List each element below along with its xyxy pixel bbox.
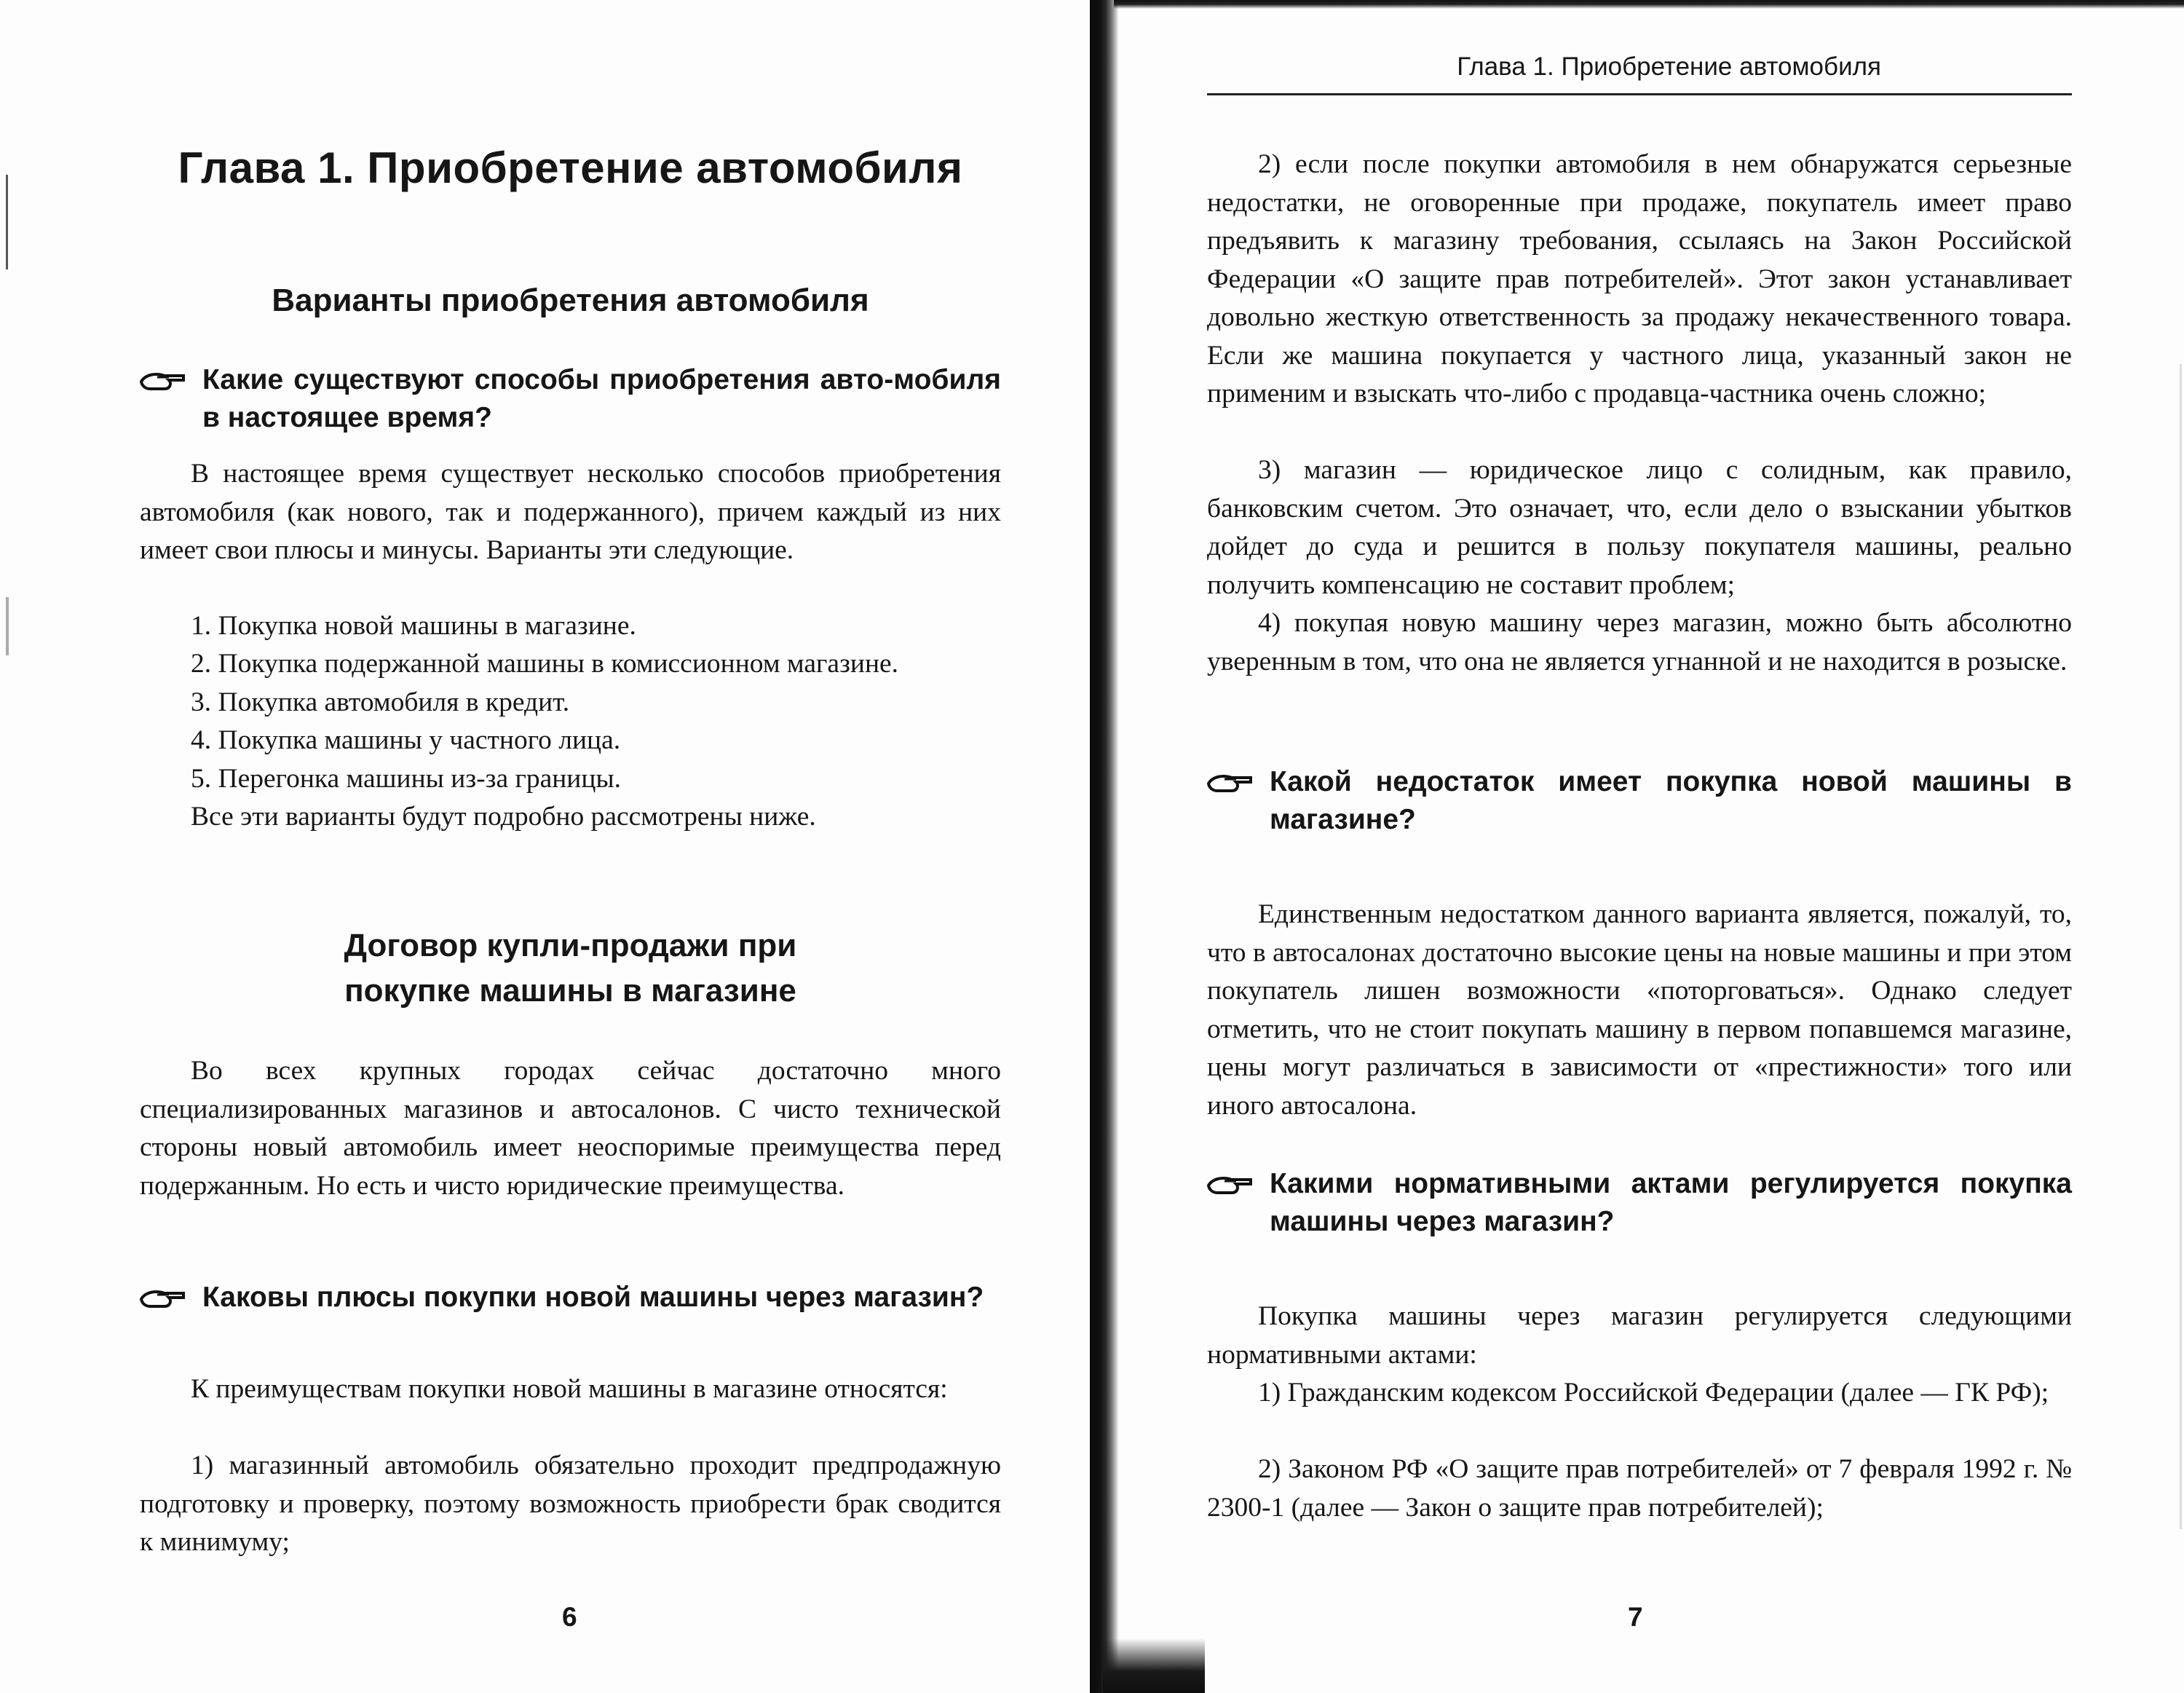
section-title: Варианты приобретения автомобиля — [272, 283, 869, 318]
question-text: Какие существуют способы приобретения авто-мобиля в настоящее время? — [202, 364, 1001, 433]
chapter-title: Глава 1. Приобретение автомобиля — [178, 143, 963, 192]
list-item: 1. Покупка новой машины в магазине. — [191, 611, 636, 641]
paragraph-text: 3) магазин — юридическое лицо с солидным, как правило, банковским счетом. Это означает, что, если дело о взыскании убытков дойдет до суда и решится в пользу покупателя машины, реально получить компенсацию не составит проблем; — [1207, 455, 2072, 600]
list-item: 4. Покупка машины у частного лица. — [191, 725, 621, 755]
question-text: Какими нормативными актами регулируется покупка машины через магазин? — [1270, 1168, 2072, 1237]
paragraph — [140, 1052, 1001, 1205]
paragraph-text: Покупка машины через магазин регулируется следующими нормативными актами: — [1207, 1301, 2072, 1370]
paragraph-text: Единственным недостатком данного варианта является, пожалуй, то, что в автосалонах достаточно высокие цены на новые машины и при этом покупатель лишен возможности «поторговаться». Однако следует отметить, что не стоит покупать машину в первом попавшемся магазине, цены могут различаться в зависимости от «престижности» того или иного автосалона. — [1207, 899, 2072, 1121]
book-gutter — [1090, 0, 1119, 1693]
running-head: Глава 1. Приобретение автомобиля — [1457, 52, 1881, 81]
list-item: 5. Перегонка машины из-за границы. — [191, 764, 622, 794]
section-title-line: покупке машины в магазине — [344, 973, 796, 1009]
paragraph — [140, 1447, 1001, 1562]
page-number: 7 — [1628, 1602, 1643, 1632]
paragraph-text: Во всех крупных городах сейчас достаточно много специализированных магазинов и автосалонов. С чисто технической стороны новый автомобиль имеет неоспоримые преимущества перед подержанным. Но есть и чисто юридические преимущества. — [140, 1056, 1001, 1201]
paragraph — [1207, 1298, 2072, 1374]
paragraph-text: 2) если после покупки автомобиля в нем обнаружатся серьезные недостатки, не оговоренные при продаже, покупатель имеет право предъявить к магазину требования, ссылаясь на Закон Российской Федерации «О защите прав потребителей». Этот закон устанавливает довольно жесткую ответственность за продажу некачественного товара. Если же машина покупается у частного лица, указанный закон не применим и взыскать что-либо с продавца-частника очень сложно; — [1207, 149, 2072, 409]
section-title — [140, 923, 1001, 1014]
question-text: Какой недостаток имеет покупка новой машины в магазине? — [1270, 766, 2072, 835]
question-heading — [1207, 763, 2072, 839]
page-number: 6 — [562, 1602, 577, 1632]
pointing-hand-icon — [1207, 769, 1254, 795]
question-text: Каковы плюсы покупки новой машины через магазин? — [202, 1282, 984, 1313]
pointing-hand-icon — [140, 1284, 186, 1311]
paragraph-text: 2) Законом РФ «О защите прав потребителей» от 7 февраля 1992 г. № 2300-1 (далее — Закон о защите прав потребителей); — [1207, 1454, 2072, 1523]
paragraph-text: 1) магазинный автомобиль обязательно проходит предпродажную подготовку и проверку, поэтому возможность приобрести брак сводится к минимуму; — [140, 1451, 1001, 1557]
list-item: 3. Покупка автомобиля в кредит. — [191, 687, 570, 717]
paragraph-text: В настоящее время существует несколько способов приобретения автомобиля (как нового, так и подержанного), причем каждый из них имеет свои плюсы и минусы. Варианты эти следующие. — [140, 459, 1001, 565]
pointing-hand-icon — [1207, 1171, 1254, 1197]
list-item: 2. Покупка подержанной машины в комиссионном магазине. — [191, 649, 899, 679]
paragraph — [1207, 146, 2072, 414]
header-rule — [1207, 93, 2072, 95]
pointing-hand-icon — [140, 367, 186, 393]
paragraph-text: 1) Гражданским кодексом Российской Федерации (далее — ГК РФ); — [1258, 1378, 2049, 1408]
paragraph-text: К преимуществам покупки новой машины в магазине относятся: — [191, 1374, 948, 1404]
question-heading — [140, 1279, 1001, 1317]
question-heading — [140, 361, 1001, 437]
question-heading — [1207, 1165, 2072, 1241]
paragraph — [1207, 896, 2072, 1125]
list-outro: Все эти варианты будут подробно рассмотрены ниже. — [191, 802, 816, 832]
scan-edge — [1114, 0, 2184, 9]
paragraph — [140, 1370, 1001, 1409]
paragraph — [1207, 1451, 2072, 1527]
section-title-line: Договор купли-продажи при — [344, 928, 797, 963]
paragraph — [1207, 604, 2072, 681]
paragraph — [1207, 1374, 2072, 1413]
paragraph-text: 4) покупая новую машину через магазин, можно быть абсолютно уверенным в том, что она не является угнанной и не находится в розыске. — [1207, 608, 2072, 676]
paragraph — [140, 455, 1001, 570]
book-gutter — [1103, 1638, 1205, 1693]
paragraph — [1207, 451, 2072, 604]
